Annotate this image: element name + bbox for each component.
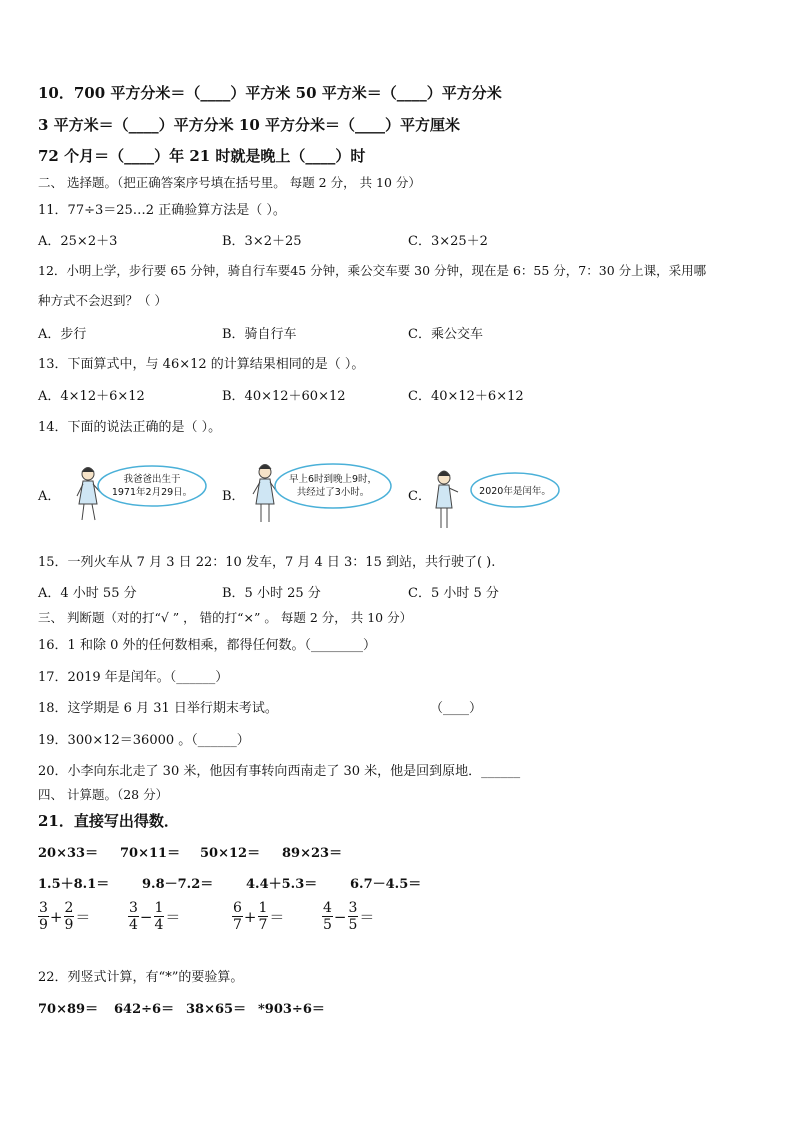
- q12-option-b: B．骑自行车: [222, 327, 297, 342]
- section-3-heading: 三、 判断题（对的打“√ ” ， 错的打“×” 。 每题 2 分， 共 10 分）: [38, 610, 413, 625]
- fraction: $\frac{6}{7}$: [233, 900, 242, 933]
- girl-figure-icon: [253, 465, 277, 523]
- q11-option-b: B．3×2＋25: [222, 234, 302, 249]
- fraction: $\frac{1}{4}$: [154, 900, 164, 933]
- q17: 17．2019 年是闰年。（______）: [38, 670, 229, 685]
- q14-option-b: B．: [222, 489, 245, 504]
- equals-sign: ＝: [75, 908, 91, 926]
- q21-row2-item: 4.4＋5.3＝: [246, 877, 318, 892]
- q10-line2: 3 平方米＝（____）平方分米 10 平方分米＝（____）平方厘米: [38, 116, 460, 134]
- bubble-b-line1: 早上6时到晚上9时，: [288, 474, 378, 485]
- q21-fraction-expression: [232, 900, 285, 933]
- speech-bubble: [275, 464, 391, 508]
- q21-fraction-expression: [322, 900, 375, 933]
- bubble-c-text: 2020年是闰年。: [479, 486, 551, 497]
- fraction: $\frac{2}{9}$: [64, 900, 74, 933]
- q15-option-b: B．5 小时 25 分: [222, 586, 321, 601]
- q22-item: *903÷6＝: [258, 1002, 325, 1017]
- q14-picture-b: [245, 460, 395, 528]
- girl-figure-icon: [77, 468, 100, 521]
- q21-row1-item: 70×11＝: [120, 846, 181, 861]
- fraction: $\frac{3}{4}$: [129, 900, 138, 933]
- q21-row2-item: 9.8－7.2＝: [142, 877, 214, 892]
- fraction: $\frac{3}{9}$: [39, 900, 48, 933]
- q21-row1-item: 89×23＝: [282, 846, 343, 861]
- q14-option-c: C．: [408, 489, 431, 504]
- q22-item: 70×89＝: [38, 1002, 99, 1017]
- section-2-heading: 二、 选择题。（把正确答案序号填在括号里。 每题 2 分， 共 10 分）: [38, 175, 421, 190]
- q13-option-a: A．4×12＋6×12: [38, 389, 145, 404]
- equals-sign: ＝: [269, 908, 285, 926]
- q11-option-a: A．25×2＋3: [38, 234, 118, 249]
- operator: +: [49, 907, 63, 926]
- q15-option-c: C．5 小时 5 分: [408, 586, 499, 601]
- q20: 20．小李向东北走了 30 米，他因有事转向西南走了 30 米，他是回到原地．______: [38, 764, 521, 779]
- q18: 18．这学期是 6 月 31 日举行期末考试。: [38, 701, 278, 716]
- q18-answer-blank: （____）: [430, 701, 483, 716]
- operator: −: [139, 907, 153, 926]
- girl-figure-icon: [436, 471, 458, 528]
- q21-row2-item: 6.7－4.5＝: [350, 877, 422, 892]
- bubble-b-line2: 共经过了3小时。: [296, 487, 370, 498]
- q21-fraction-expression: [38, 900, 91, 933]
- section-4-heading: 四、 计算题。（28 分）: [38, 787, 169, 802]
- speech-bubble: [98, 466, 206, 506]
- q12-stem-line1: 12．小明上学，步行要 65 分钟，骑自行车要45 分钟，乘公交车要 30 分钟，现在是 6：55 分，7：30 分上课，采用哪: [38, 263, 707, 278]
- q19: 19．300×12＝36000 。（______）: [38, 733, 250, 748]
- q14-picture-a: [70, 462, 215, 524]
- q13-stem: 13．下面算式中，与 46×12 的计算结果相同的是（ ）。: [38, 357, 365, 372]
- q21-title: 21．直接写出得数．: [38, 812, 179, 830]
- bubble-a-line1: 我爸爸出生于: [123, 474, 181, 485]
- fraction: $\frac{4}{5}$: [323, 900, 332, 933]
- q11-option-c: C．3×25＋2: [408, 234, 488, 249]
- q13-option-b: B．40×12＋60×12: [222, 389, 346, 404]
- q21-row2-item: 1.5＋8.1＝: [38, 877, 110, 892]
- q14-option-a: A．: [38, 489, 61, 504]
- q21-fraction-expression: [128, 900, 181, 933]
- equals-sign: ＝: [359, 908, 375, 926]
- q14-stem: 14．下面的说法正确的是（ ）。: [38, 420, 222, 435]
- q13-option-c: C．40×12＋6×12: [408, 389, 524, 404]
- operator: −: [333, 907, 347, 926]
- q10-line3: 72 个月＝（____）年 21 时就是晚上（____）时: [38, 147, 366, 165]
- operator: +: [243, 907, 257, 926]
- q21-row1-item: 50×12＝: [200, 846, 261, 861]
- q10-line1: 10．700 平方分米＝（____）平方米 50 平方米＝（____）平方分米: [38, 84, 502, 102]
- q14-picture-c: [430, 466, 565, 532]
- q22-title: 22．列竖式计算，有“*”的要验算。: [38, 970, 244, 985]
- q22-item: 642÷6＝: [114, 1002, 175, 1017]
- q11-stem: 11．77÷3＝25…2 正确验算方法是（ ）。: [38, 203, 286, 218]
- equals-sign: ＝: [165, 908, 181, 926]
- q16: 16．1 和除 0 外的任何数相乘，都得任何数。（________）: [38, 638, 376, 653]
- q22-item: 38×65＝: [186, 1002, 247, 1017]
- q12-option-a: A．步行: [38, 327, 87, 342]
- fraction: $\frac{1}{7}$: [258, 900, 268, 933]
- q21-row1-item: 20×33＝: [38, 846, 99, 861]
- q15-option-a: A．4 小时 55 分: [38, 586, 137, 601]
- q12-stem-line2: 种方式不会迟到？（ ）: [38, 293, 167, 308]
- bubble-a-line2: 1971年2月29日。: [111, 487, 193, 498]
- q12-option-c: C．乘公交车: [408, 327, 483, 342]
- q15-stem: 15．一列火车从 7 月 3 日 22：10 发车，7 月 4 日 3：15 到站，共行驶了( ).: [38, 555, 496, 570]
- fraction: $\frac{3}{5}$: [348, 900, 358, 933]
